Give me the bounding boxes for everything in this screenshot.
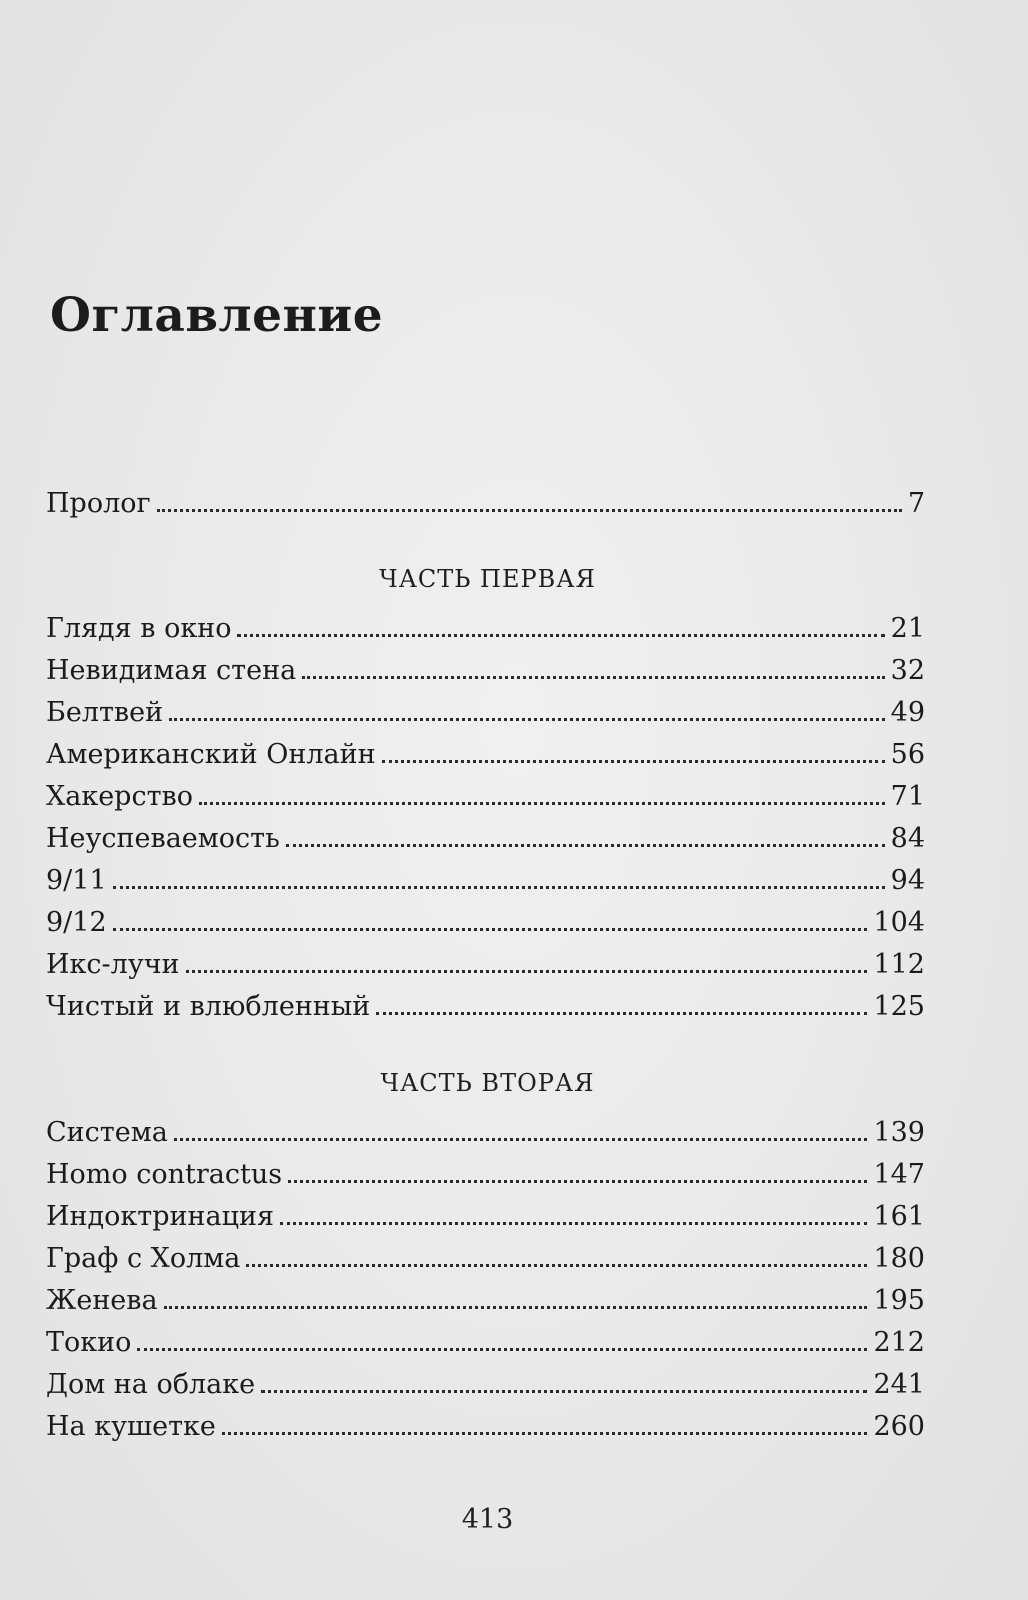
toc-entry-label: Белтвей [46, 697, 164, 728]
toc-entry-label: Женева [46, 1285, 158, 1316]
toc-entry-label: Дом на облаке [46, 1369, 256, 1400]
dot-leader [286, 844, 885, 847]
dot-leader [246, 1264, 867, 1267]
toc-entry[interactable] [46, 1327, 925, 1367]
dot-leader [280, 1222, 867, 1225]
toc-entry-page: 32 [890, 655, 925, 686]
toc-entry-label: Хакерство [46, 781, 193, 812]
dot-leader [302, 676, 884, 679]
dot-leader [157, 509, 902, 512]
toc-entry-page: 180 [873, 1243, 925, 1274]
toc-entry-label: Американский Онлайн [46, 739, 376, 770]
toc-entry[interactable] [46, 1117, 925, 1157]
dot-leader [164, 1306, 868, 1309]
toc-entry[interactable] [46, 991, 925, 1031]
toc-entry-page: 139 [873, 1117, 925, 1148]
dot-leader [137, 1348, 867, 1351]
toc-entry-label: На кушетке [46, 1411, 216, 1442]
part-heading: ЧАСТЬ ВТОРАЯ [380, 1069, 595, 1097]
dot-leader [222, 1432, 868, 1435]
toc-entry-label: Индоктринация [46, 1201, 274, 1232]
page-title: Оглавление [50, 288, 384, 343]
toc-entry-page: 195 [873, 1285, 925, 1316]
toc-entry-page: 147 [873, 1159, 925, 1190]
toc-entry[interactable] [46, 1159, 925, 1199]
toc-entry[interactable] [46, 739, 925, 779]
toc-entry-label: Пролог [46, 488, 151, 519]
dot-leader [261, 1390, 867, 1393]
toc-entry[interactable] [46, 865, 925, 905]
toc-entry[interactable] [46, 1369, 925, 1409]
toc-entry-page: 84 [890, 823, 925, 854]
page-number: 413 [461, 1504, 514, 1535]
dot-leader [288, 1180, 867, 1183]
dot-leader [113, 886, 885, 889]
toc-entry-label: Икс-лучи [46, 949, 180, 980]
toc-entry-label: Чистый и влюбленный [46, 991, 371, 1022]
toc-entry-page: 7 [907, 488, 925, 519]
toc-entry-label: Граф с Холма [46, 1243, 241, 1274]
toc-entry[interactable] [46, 1285, 925, 1325]
toc-entry-page: 241 [873, 1369, 925, 1400]
toc-entry[interactable] [46, 1411, 925, 1451]
toc-entry-page: 161 [873, 1201, 925, 1232]
toc-entry-label: Homo contractus [46, 1159, 283, 1190]
toc-entry-label: 9/11 [46, 865, 107, 896]
toc-entry-label: Неуспеваемость [46, 823, 280, 854]
toc-entry-page: 56 [890, 739, 925, 770]
toc-entry[interactable] [46, 1201, 925, 1241]
toc-entry-label: Система [46, 1117, 168, 1148]
dot-leader [237, 634, 884, 637]
toc-entry-page: 212 [873, 1327, 925, 1358]
toc-entry[interactable] [46, 781, 925, 821]
toc-entry-page: 21 [890, 613, 925, 644]
toc-entry[interactable] [46, 655, 925, 695]
dot-leader [382, 760, 885, 763]
part-heading: ЧАСТЬ ПЕРВАЯ [379, 565, 596, 593]
dot-leader [376, 1012, 867, 1015]
toc-entry[interactable] [46, 1243, 925, 1283]
toc-entry-page: 112 [873, 949, 925, 980]
toc-entry-page: 94 [890, 865, 925, 896]
toc-entry-page: 71 [890, 781, 925, 812]
toc-entry-prologue[interactable] [46, 488, 925, 528]
dot-leader [113, 928, 868, 931]
toc-entry-page: 104 [873, 907, 925, 938]
toc-entry-label: Невидимая стена [46, 655, 297, 686]
toc-entry-label: Глядя в окно [46, 613, 232, 644]
dot-leader [169, 718, 885, 721]
dot-leader [174, 1138, 868, 1141]
toc-entry-label: 9/12 [46, 907, 107, 938]
dot-leader [186, 970, 868, 973]
toc-entry[interactable] [46, 697, 925, 737]
toc-entry-page: 49 [890, 697, 925, 728]
toc-entry-page: 125 [873, 991, 925, 1022]
toc-entry-label: Токио [46, 1327, 132, 1358]
toc-entry[interactable] [46, 823, 925, 863]
toc-entry-page: 260 [873, 1411, 925, 1442]
toc-entry[interactable] [46, 613, 925, 653]
dot-leader [199, 802, 885, 805]
toc-entry[interactable] [46, 907, 925, 947]
toc-entry[interactable] [46, 949, 925, 989]
